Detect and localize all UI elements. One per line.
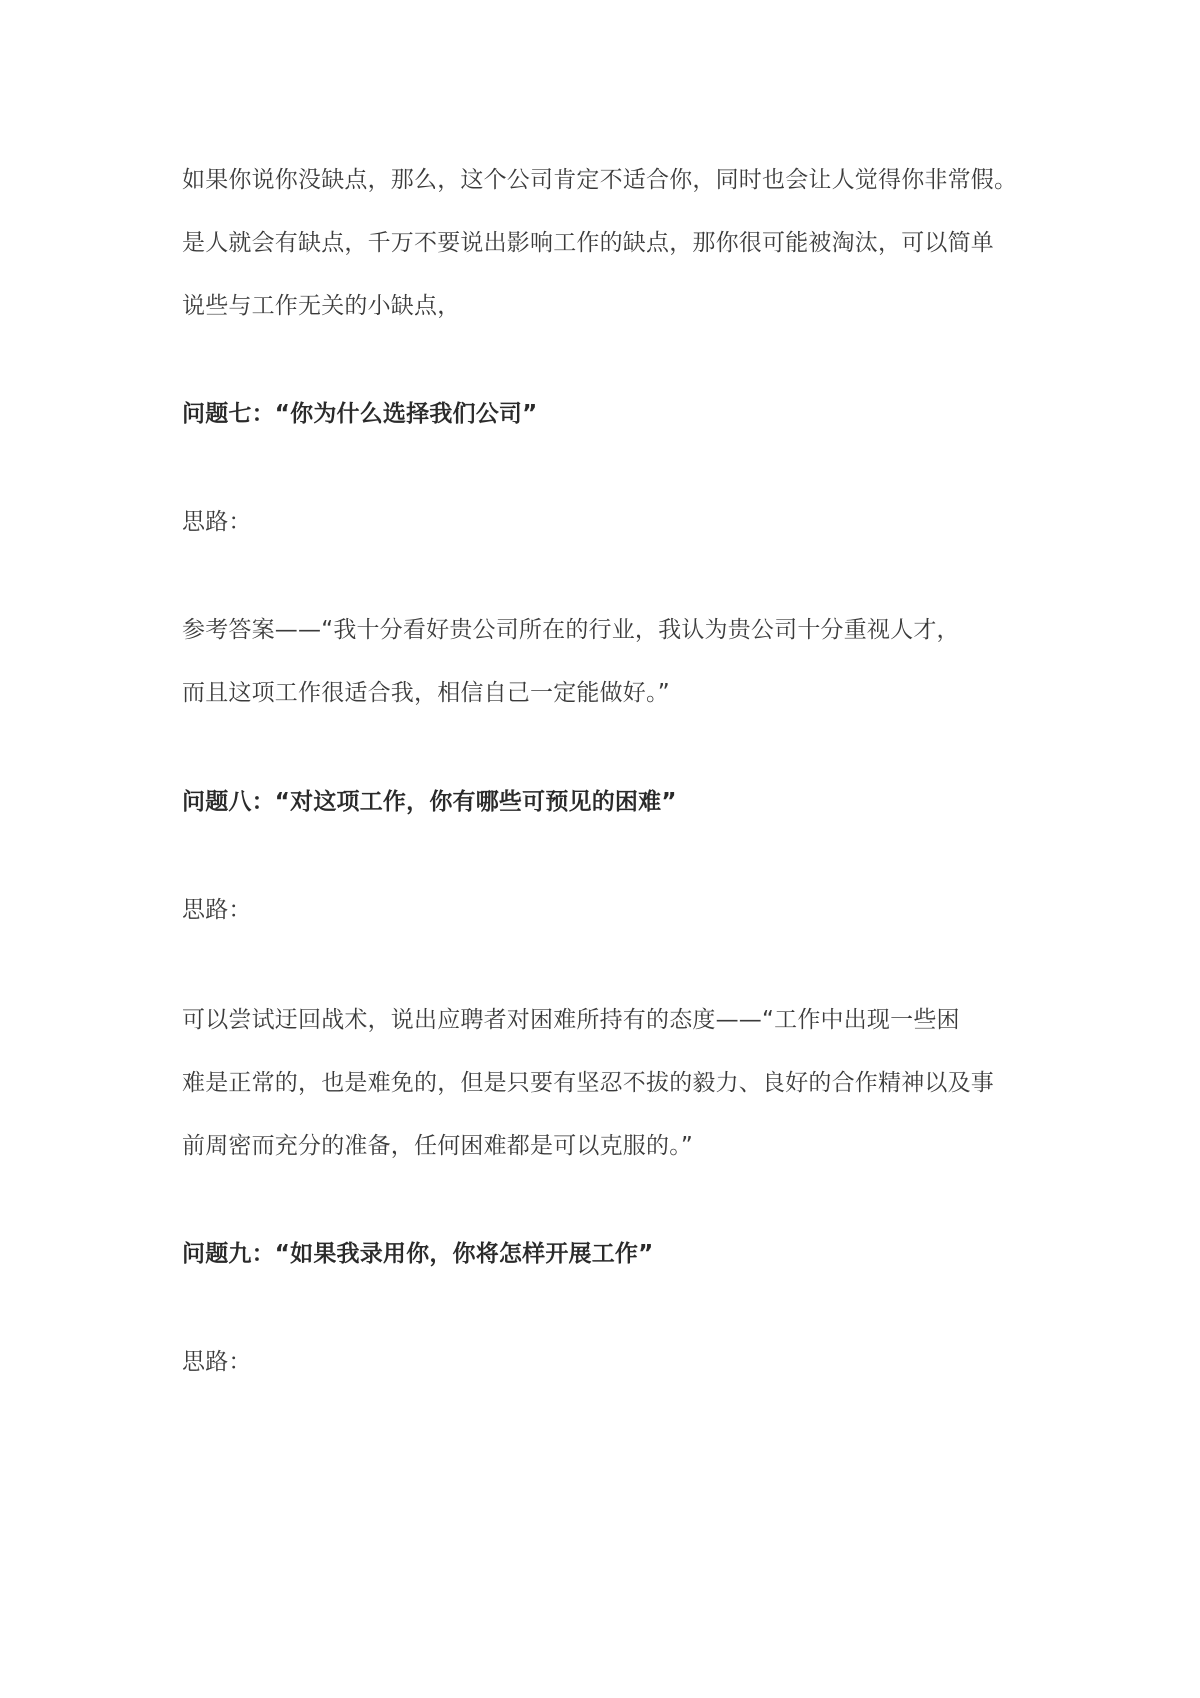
question-8-thinking-label: 思路： [182,897,252,923]
question-8-heading: 问题八：“对这项工作，你有哪些可预见的困难” [182,789,677,815]
question-8-answer-line-2: 难是正常的，也是难免的，但是只要有坚忍不拔的毅力、良好的合作精神以及事 [182,1070,994,1096]
question-9-heading: 问题九：“如果我录用你，你将怎样开展工作” [182,1241,654,1267]
intro-line-3: 说些与工作无关的小缺点， [182,293,461,319]
question-7-thinking-label: 思路： [182,509,252,535]
intro-line-2: 是人就会有缺点，千万不要说出影响工作的缺点，那你很可能被淘汰，可以简单 [182,230,994,256]
question-8-answer-line-1: 可以尝试迂回战术，说出应聘者对困难所持有的态度——“工作中出现一些困 [182,1007,960,1033]
question-8-answer-line-3: 前周密而充分的准备，任何困难都是可以克服的。” [182,1133,694,1159]
question-7-heading: 问题七：“你为什么选择我们公司” [182,401,538,427]
question-7-answer-line-2: 而且这项工作很适合我，相信自己一定能做好。” [182,680,670,706]
question-7-answer-line-1: 参考答案——“我十分看好贵公司所在的行业，我认为贵公司十分重视人才， [182,617,960,643]
intro-line-1: 如果你说你没缺点，那么，这个公司肯定不适合你，同时也会让人觉得你非常假。 [182,167,1018,193]
question-9-thinking-label: 思路： [182,1349,252,1375]
